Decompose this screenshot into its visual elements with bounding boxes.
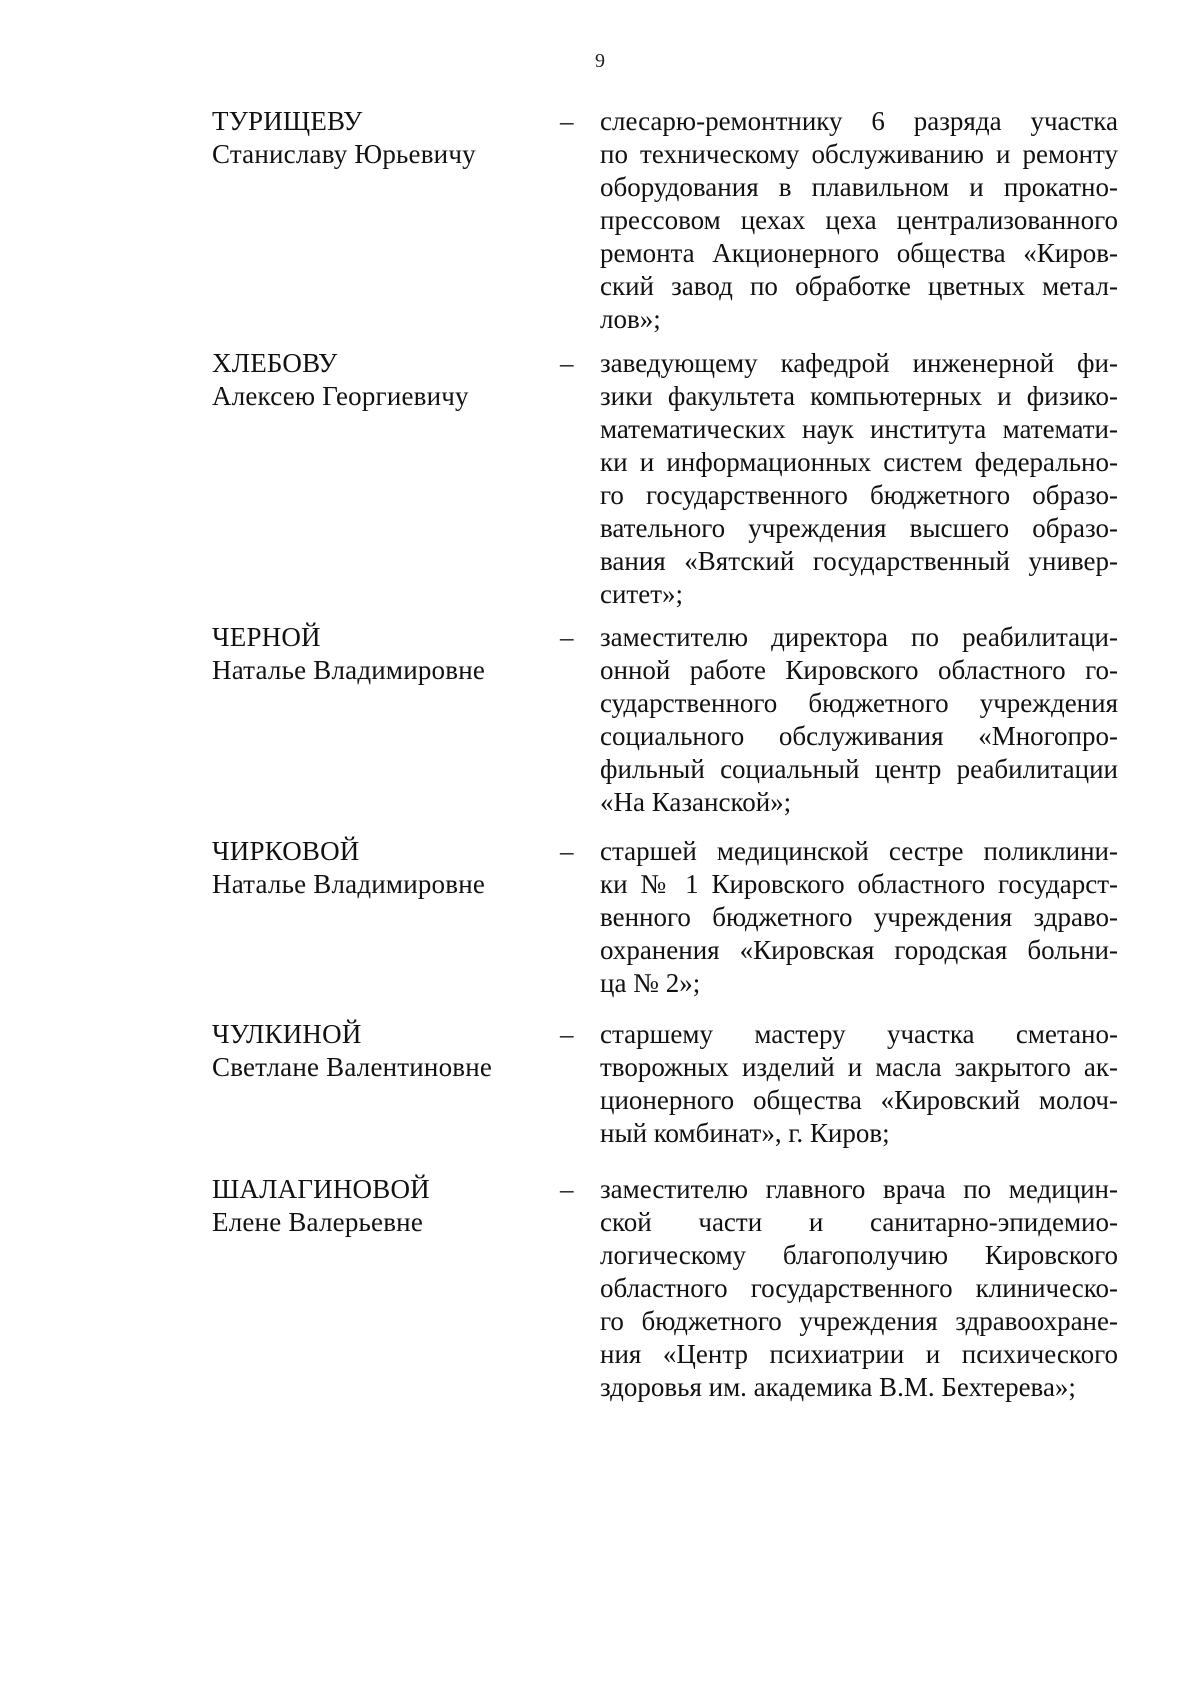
person-name: [212, 1018, 542, 1084]
description-line: заместителю директора по реабилитаци-: [600, 622, 1118, 652]
description-line: фильный социальный центр реабилитации: [600, 754, 1118, 784]
list-dash: –: [560, 1174, 574, 1204]
description-line: сударственного бюджетного учреждения: [600, 688, 1118, 718]
person-surname: ЧЕРНОЙ: [212, 622, 321, 652]
person-surname: ЧИРКОВОЙ: [212, 836, 360, 866]
position-description: [600, 1173, 1118, 1404]
person-name: [212, 105, 542, 171]
description-line: венного бюджетного учреждения здраво-: [600, 902, 1118, 932]
description-line: ской части и санитарно-эпидемио-: [600, 1207, 1118, 1237]
position-description: [600, 105, 1118, 336]
list-dash: –: [560, 1019, 574, 1049]
description-line: логическому благополучию Кировского: [600, 1240, 1118, 1270]
person-given-names: Елене Валерьевне: [212, 1207, 423, 1237]
person-surname: ШАЛАГИНОВОЙ: [212, 1174, 430, 1204]
description-line: творожных изделий и масла закрытого ак-: [600, 1052, 1118, 1082]
position-description: [600, 1018, 1118, 1150]
person-name: [212, 621, 542, 687]
description-line: ки и информационных систем федерально-: [600, 447, 1118, 477]
description-line: оборудования в плавильном и прокатно-: [600, 172, 1118, 202]
description-line: здоровья им. академика В.М. Бехтерева»;: [600, 1372, 1076, 1402]
person-given-names: Светлане Валентиновне: [212, 1052, 493, 1082]
person-name: [212, 1173, 542, 1239]
description-line: слесарю-ремонтнику 6 разряда участка: [600, 106, 1118, 136]
list-dash: –: [560, 106, 574, 136]
position-description: [600, 621, 1118, 819]
description-line: ционерного общества «Кировский молоч-: [600, 1085, 1118, 1115]
list-dash: –: [560, 622, 574, 652]
list-dash: –: [560, 348, 574, 378]
description-line: по техническому обслуживанию и ремонту: [600, 139, 1118, 169]
description-line: областного государственного клиническо-: [600, 1273, 1118, 1303]
description-line: старшему мастеру участка сметано-: [600, 1019, 1118, 1049]
position-description: [600, 835, 1118, 1000]
description-line: ситет»;: [600, 579, 684, 609]
description-line: ремонта Акционерного общества «Киров-: [600, 238, 1118, 268]
person-given-names: Алексею Георгиевичу: [212, 381, 469, 411]
description-line: социального обслуживания «Многопро-: [600, 721, 1118, 751]
person-surname: ХЛЕБОВУ: [212, 348, 338, 378]
list-dash: –: [560, 836, 574, 866]
position-description: [600, 347, 1118, 611]
person-name: [212, 347, 542, 413]
description-line: ния «Центр психиатрии и психического: [600, 1339, 1118, 1369]
description-line: прессовом цехах цеха централизованного: [600, 205, 1118, 235]
description-line: го государственного бюджетного образо-: [600, 480, 1118, 510]
person-given-names: Станиславу Юрьевичу: [212, 139, 476, 169]
page-number: 9: [595, 50, 605, 72]
description-line: ца № 2»;: [600, 968, 701, 998]
description-line: охранения «Кировская городская больни-: [600, 935, 1118, 965]
description-line: ский завод по обработке цветных метал-: [600, 271, 1118, 301]
person-surname: ЧУЛКИНОЙ: [212, 1019, 362, 1049]
description-line: лов»;: [600, 304, 661, 334]
person-surname: ТУРИЩЕВУ: [212, 106, 363, 136]
description-line: вания «Вятский государственный универ-: [600, 546, 1118, 576]
person-given-names: Наталье Владимировне: [212, 655, 486, 685]
person-name: [212, 835, 542, 901]
description-line: старшей медицинской сестре поликлини-: [600, 836, 1118, 866]
description-line: заведующему кафедрой инженерной фи-: [600, 348, 1118, 378]
description-line: «На Казанской»;: [600, 787, 792, 817]
description-line: го бюджетного учреждения здравоохране-: [600, 1306, 1118, 1336]
description-line: онной работе Кировского областного го-: [600, 655, 1118, 685]
description-line: ки № 1 Кировского областного государст-: [600, 869, 1118, 899]
person-given-names: Наталье Владимировне: [212, 869, 486, 899]
description-line: вательного учреждения высшего образо-: [600, 513, 1118, 543]
description-line: заместителю главного врача по медицин-: [600, 1174, 1118, 1204]
description-line: математических наук института математи-: [600, 414, 1118, 444]
description-line: ный комбинат», г. Киров;: [600, 1118, 890, 1148]
description-line: зики факультета компьютерных и физико-: [600, 381, 1118, 411]
